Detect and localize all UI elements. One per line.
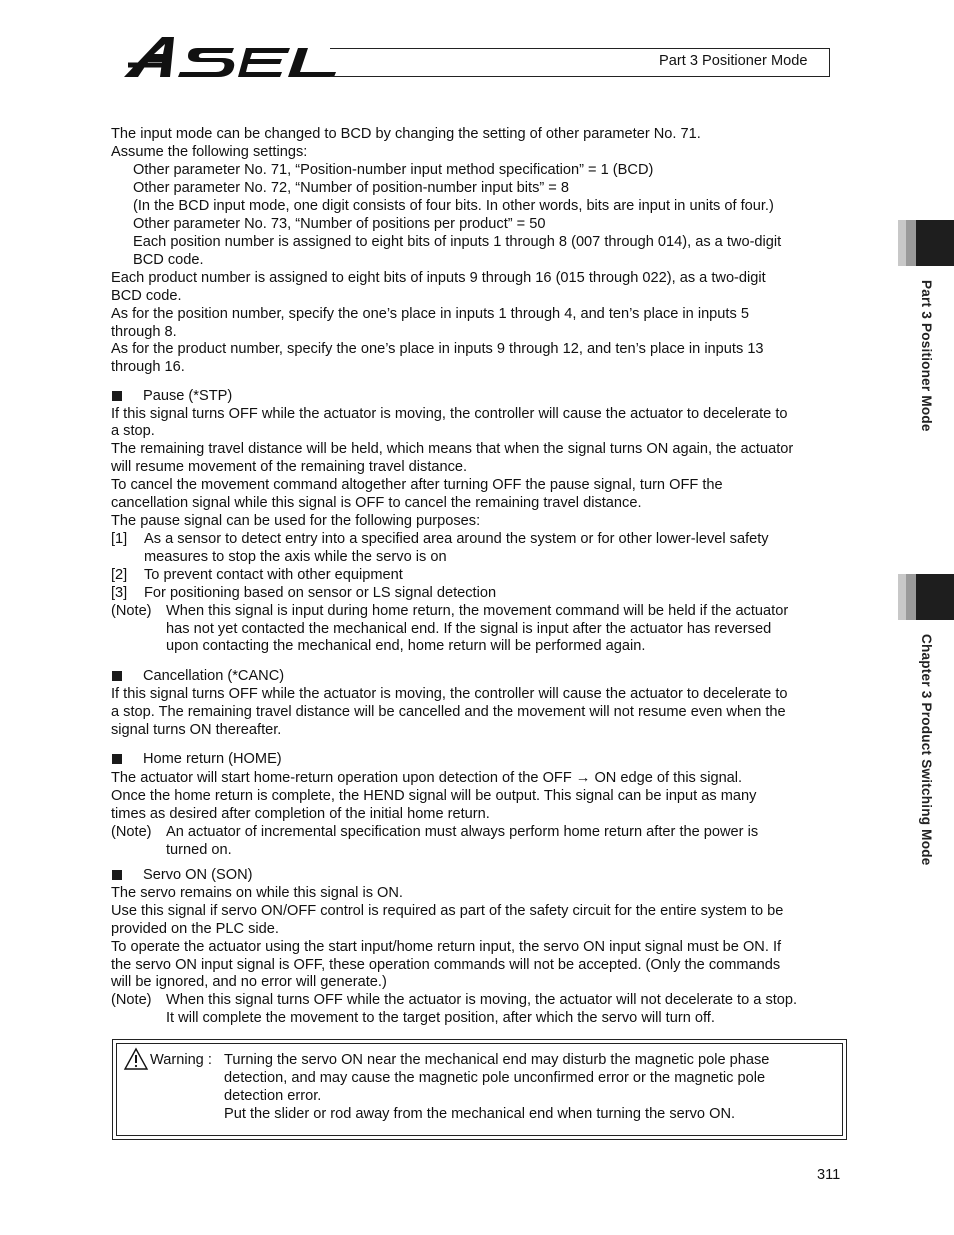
warning-triangle-icon (123, 1047, 149, 1071)
body-text: As for the position number, specify the one’s place in inputs 1 through 4, and ten’s place in inputs 5 (111, 306, 749, 322)
body-text: times as desired after completion of the initial home return. (111, 806, 490, 822)
body-text: To cancel the movement command altogether after turning OFF the pause signal, turn OFF the (111, 477, 723, 493)
warning-label: Warning : (150, 1052, 212, 1068)
body-text: The remaining travel distance will be held, which means that when the signal turns ON again, the actuator (111, 441, 794, 457)
asel-logo (122, 34, 342, 80)
header-section-title: Part 3 Positioner Mode (659, 53, 808, 69)
note-text: It will complete the movement to the target position, after which the servo will turn off. (166, 1010, 715, 1026)
warning-text: detection error. (224, 1088, 322, 1104)
body-text: will be ignored, and no error will generate.) (111, 974, 387, 990)
body-text: Other parameter No. 73, “Number of positions per product” = 50 (133, 216, 546, 232)
warning-text: Turning the servo ON near the mechanical end may disturb the magnetic pole phase (224, 1052, 770, 1068)
note-text: An actuator of incremental specification must always perform home return after the power is (166, 824, 759, 840)
square-bullet-icon (112, 754, 122, 764)
body-text: Use this signal if servo ON/OFF control is required as part of the safety circuit for the entire system to be (111, 903, 784, 919)
body-text: To operate the actuator using the start input/home return input, the servo ON input signal must be ON. If (111, 939, 782, 955)
list-item: measures to stop the axis while the servo is on (144, 549, 447, 565)
body-text: If this signal turns OFF while the actuator is moving, the controller will cause the actuator to decelerate to (111, 686, 788, 702)
body-text: signal turns ON thereafter. (111, 722, 282, 738)
body-text: Once the home return is complete, the HEND signal will be output. This signal can be input as many (111, 788, 757, 804)
header-rule-bottom (330, 76, 830, 77)
body-text: The servo remains on while this signal is ON. (111, 885, 403, 901)
body-text: The input mode can be changed to BCD by changing the setting of other parameter No. 71. (111, 126, 701, 142)
list-number: [1] (111, 531, 128, 547)
body-text: through 8. (111, 324, 177, 340)
note-text: upon contacting the mechanical end, home return will be performed again. (166, 638, 646, 654)
header-rule-top (330, 48, 830, 49)
side-tab-label-part: Part 3 Positioner Mode (919, 280, 934, 432)
square-bullet-icon (112, 671, 122, 681)
body-text: will resume movement of the remaining travel distance. (111, 459, 468, 475)
side-tab-marker-part (898, 220, 954, 266)
header-rule-right (829, 48, 830, 77)
section-heading-servo: Servo ON (SON) (112, 866, 252, 884)
note-text: turned on. (166, 842, 232, 858)
body-text: Each product number is assigned to eight bits of inputs 9 through 16 (015 through 022), as a two-digit (111, 270, 766, 286)
note-label: (Note) (111, 603, 152, 619)
page-number: 311 (817, 1167, 841, 1183)
body-text: a stop. The remaining travel distance will be cancelled and the movement will not resume even when the (111, 704, 786, 720)
list-item: As a sensor to detect entry into a specified area around the system or for other lower-level safety (144, 531, 769, 547)
body-text: The pause signal can be used for the following purposes: (111, 513, 481, 529)
body-text: Assume the following settings: (111, 144, 308, 160)
section-heading-pause: Pause (*STP) (112, 387, 232, 405)
note-text: When this signal is input during home return, the movement command will be held if the actuator (166, 603, 789, 619)
section-heading-cancel: Cancellation (*CANC) (112, 667, 284, 685)
side-tab-marker-chapter (898, 574, 954, 620)
list-number: [3] (111, 585, 128, 601)
body-text: (In the BCD input mode, one digit consists of four bits. In other words, bits are input in units of four.) (133, 198, 774, 214)
body-text: the servo ON input signal is OFF, these operation commands will not be accepted. (Only the commands (111, 957, 781, 973)
list-item: To prevent contact with other equipment (144, 567, 403, 583)
square-bullet-icon (112, 391, 122, 401)
body-text: BCD code. (111, 288, 182, 304)
list-number: [2] (111, 567, 128, 583)
body-text: Each position number is assigned to eight bits of inputs 1 through 8 (007 through 014), as a two-digit (133, 234, 782, 250)
body-text: Other parameter No. 72, “Number of position-number input bits” = 8 (133, 180, 569, 196)
note-text: When this signal turns OFF while the actuator is moving, the actuator will not decelerate to a stop. (166, 992, 798, 1008)
side-tab-label-chapter: Chapter 3 Product Switching Mode (919, 634, 934, 866)
body-text: provided on the PLC side. (111, 921, 279, 937)
note-text: has not yet contacted the mechanical end. If the signal is input after the actuator has reversed (166, 621, 772, 637)
note-label: (Note) (111, 992, 152, 1008)
warning-text: detection, and may cause the magnetic pole unconfirmed error or the magnetic pole (224, 1070, 766, 1086)
section-heading-home: Home return (HOME) (112, 750, 282, 768)
body-text: Other parameter No. 71, “Position-number input method specification” = 1 (BCD) (133, 162, 654, 178)
warning-text: Put the slider or rod away from the mechanical end when turning the servo ON. (224, 1106, 736, 1122)
body-text: cancellation signal while this signal is OFF to cancel the remaining travel distance. (111, 495, 642, 511)
body-text: The actuator will start home-return operation upon detection of the OFF → ON edge of this signal. (111, 770, 743, 786)
list-item: For positioning based on sensor or LS signal detection (144, 585, 497, 601)
body-text: a stop. (111, 423, 155, 439)
note-label: (Note) (111, 824, 152, 840)
square-bullet-icon (112, 870, 122, 880)
body-text: As for the product number, specify the one’s place in inputs 9 through 12, and ten’s place in inputs 13 (111, 341, 764, 357)
body-text: If this signal turns OFF while the actuator is moving, the controller will cause the actuator to decelerate to (111, 406, 788, 422)
body-text: BCD code. (133, 252, 204, 268)
body-text: through 16. (111, 359, 185, 375)
